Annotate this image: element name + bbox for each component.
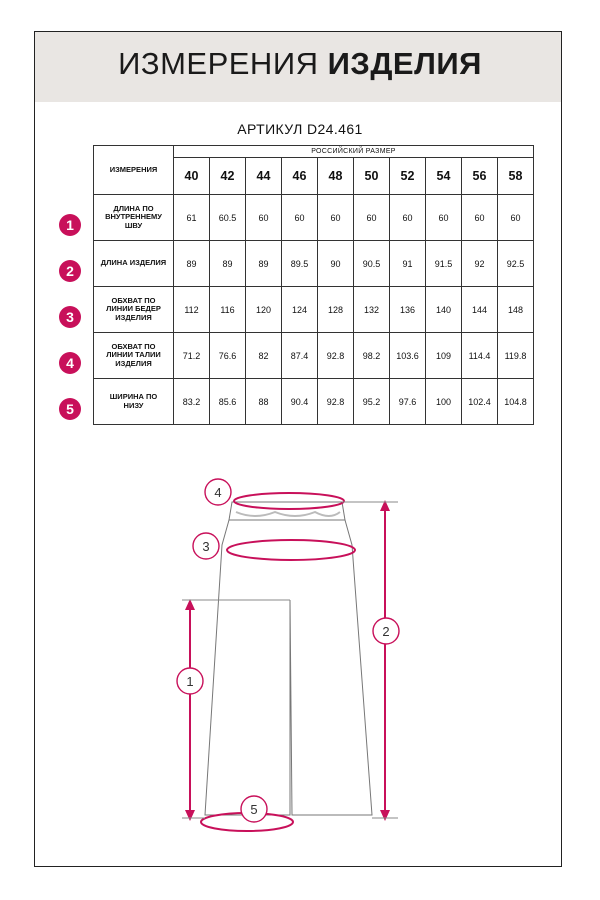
table-cell: 98.2 — [354, 333, 390, 379]
title-light: ИЗМЕРЕНИЯ — [118, 46, 319, 81]
size-group-label: РОССИЙСКИЙ РАЗМЕР — [174, 146, 534, 158]
size-header-cell: 50 — [354, 158, 390, 195]
table-cell: 76.6 — [210, 333, 246, 379]
table-cell: 90.5 — [354, 241, 390, 287]
table-cell: 119.8 — [498, 333, 534, 379]
table-cell: 102.4 — [462, 379, 498, 425]
table-cell: 104.8 — [498, 379, 534, 425]
diagram-marker-3: 3 — [202, 539, 210, 554]
table-cell: 89 — [246, 241, 282, 287]
article-number: АРТИКУЛ D24.461 — [237, 121, 363, 137]
size-header-cell: 56 — [462, 158, 498, 195]
hip-measure-ellipse — [227, 540, 355, 560]
elastic-gathers — [236, 512, 340, 516]
table-cell: 112 — [174, 287, 210, 333]
size-header-cell: 42 — [210, 158, 246, 195]
table-cell: 89 — [210, 241, 246, 287]
size-header-cell: 52 — [390, 158, 426, 195]
row-marker-2: 2 — [59, 260, 81, 282]
row-label: ОБХВАТ ПО ЛИНИИ БЕДЕР ИЗДЕЛИЯ — [94, 287, 174, 333]
table-cell: 103.6 — [390, 333, 426, 379]
table-cell: 60 — [282, 195, 318, 241]
table-cell: 91.5 — [426, 241, 462, 287]
table-cell: 91 — [390, 241, 426, 287]
table-row — [94, 287, 534, 333]
size-header-cell: 58 — [498, 158, 534, 195]
size-header-cell: 54 — [426, 158, 462, 195]
table-cell: 100 — [426, 379, 462, 425]
right-leg-outline — [290, 520, 372, 815]
table-cell: 89.5 — [282, 241, 318, 287]
arrow-inseam-top — [185, 599, 195, 610]
table-cell: 144 — [462, 287, 498, 333]
waistband-outline — [229, 502, 345, 520]
table-cell: 92.8 — [318, 379, 354, 425]
table-row — [94, 241, 534, 287]
table-cell: 92.5 — [498, 241, 534, 287]
size-header-cell: 40 — [174, 158, 210, 195]
table-cell: 60 — [426, 195, 462, 241]
table-cell: 60 — [498, 195, 534, 241]
diagram-marker-2: 2 — [382, 624, 390, 639]
row-label: ДЛИНА ИЗДЕЛИЯ — [94, 241, 174, 287]
row-marker-3: 3 — [59, 306, 81, 328]
table-cell: 83.2 — [174, 379, 210, 425]
row-marker-5: 5 — [59, 398, 81, 420]
size-header-cell: 48 — [318, 158, 354, 195]
table-cell: 60 — [462, 195, 498, 241]
table-cell: 82 — [246, 333, 282, 379]
table-cell: 71.2 — [174, 333, 210, 379]
table-cell: 87.4 — [282, 333, 318, 379]
table-cell: 90.4 — [282, 379, 318, 425]
table-cell: 89 — [174, 241, 210, 287]
table-cell: 148 — [498, 287, 534, 333]
table-cell: 60 — [354, 195, 390, 241]
table-cell: 120 — [246, 287, 282, 333]
table-cell: 128 — [318, 287, 354, 333]
row-label: ОБХВАТ ПО ЛИНИИ ТАЛИИ ИЗДЕЛИЯ — [94, 333, 174, 379]
table-cell: 60 — [246, 195, 282, 241]
table-row — [94, 195, 534, 241]
table-cell: 92.8 — [318, 333, 354, 379]
table-cell: 60 — [318, 195, 354, 241]
table-cell: 88 — [246, 379, 282, 425]
page-title — [0, 46, 600, 82]
row-label: ДЛИНА ПО ВНУТРЕННЕМУ ШВУ — [94, 195, 174, 241]
left-leg-outline — [205, 520, 290, 815]
table-cell: 132 — [354, 287, 390, 333]
size-header-cell: 46 — [282, 158, 318, 195]
table-row — [94, 333, 534, 379]
table-cell: 90 — [318, 241, 354, 287]
table-cell: 124 — [282, 287, 318, 333]
row-marker-1: 1 — [59, 214, 81, 236]
size-header-row — [94, 146, 534, 158]
arrow-outseam-bottom — [380, 810, 390, 821]
table-cell: 109 — [426, 333, 462, 379]
table-cell: 85.6 — [210, 379, 246, 425]
table-cell: 92 — [462, 241, 498, 287]
title-bold: ИЗДЕЛИЯ — [327, 46, 482, 81]
table-cell: 140 — [426, 287, 462, 333]
table-cell: 116 — [210, 287, 246, 333]
waist-measure-ellipse — [234, 493, 344, 509]
row-label: ШИРИНА ПО НИЗУ — [94, 379, 174, 425]
table-cell: 60.5 — [210, 195, 246, 241]
table-cell: 136 — [390, 287, 426, 333]
table-cell: 95.2 — [354, 379, 390, 425]
trousers-diagram — [0, 470, 600, 840]
size-header-cell: 44 — [246, 158, 282, 195]
diagram-marker-5: 5 — [250, 802, 258, 817]
table-cell: 60 — [390, 195, 426, 241]
diagram-marker-4: 4 — [214, 485, 222, 500]
table-row — [94, 379, 534, 425]
diagram-marker-1: 1 — [186, 674, 194, 689]
size-table — [93, 145, 534, 425]
table-cell: 97.6 — [390, 379, 426, 425]
table-cell: 61 — [174, 195, 210, 241]
arrow-inseam-bottom — [185, 810, 195, 821]
table-cell: 114.4 — [462, 333, 498, 379]
corner-label: ИЗМЕРЕНИЯ — [94, 146, 174, 195]
row-marker-4: 4 — [59, 352, 81, 374]
